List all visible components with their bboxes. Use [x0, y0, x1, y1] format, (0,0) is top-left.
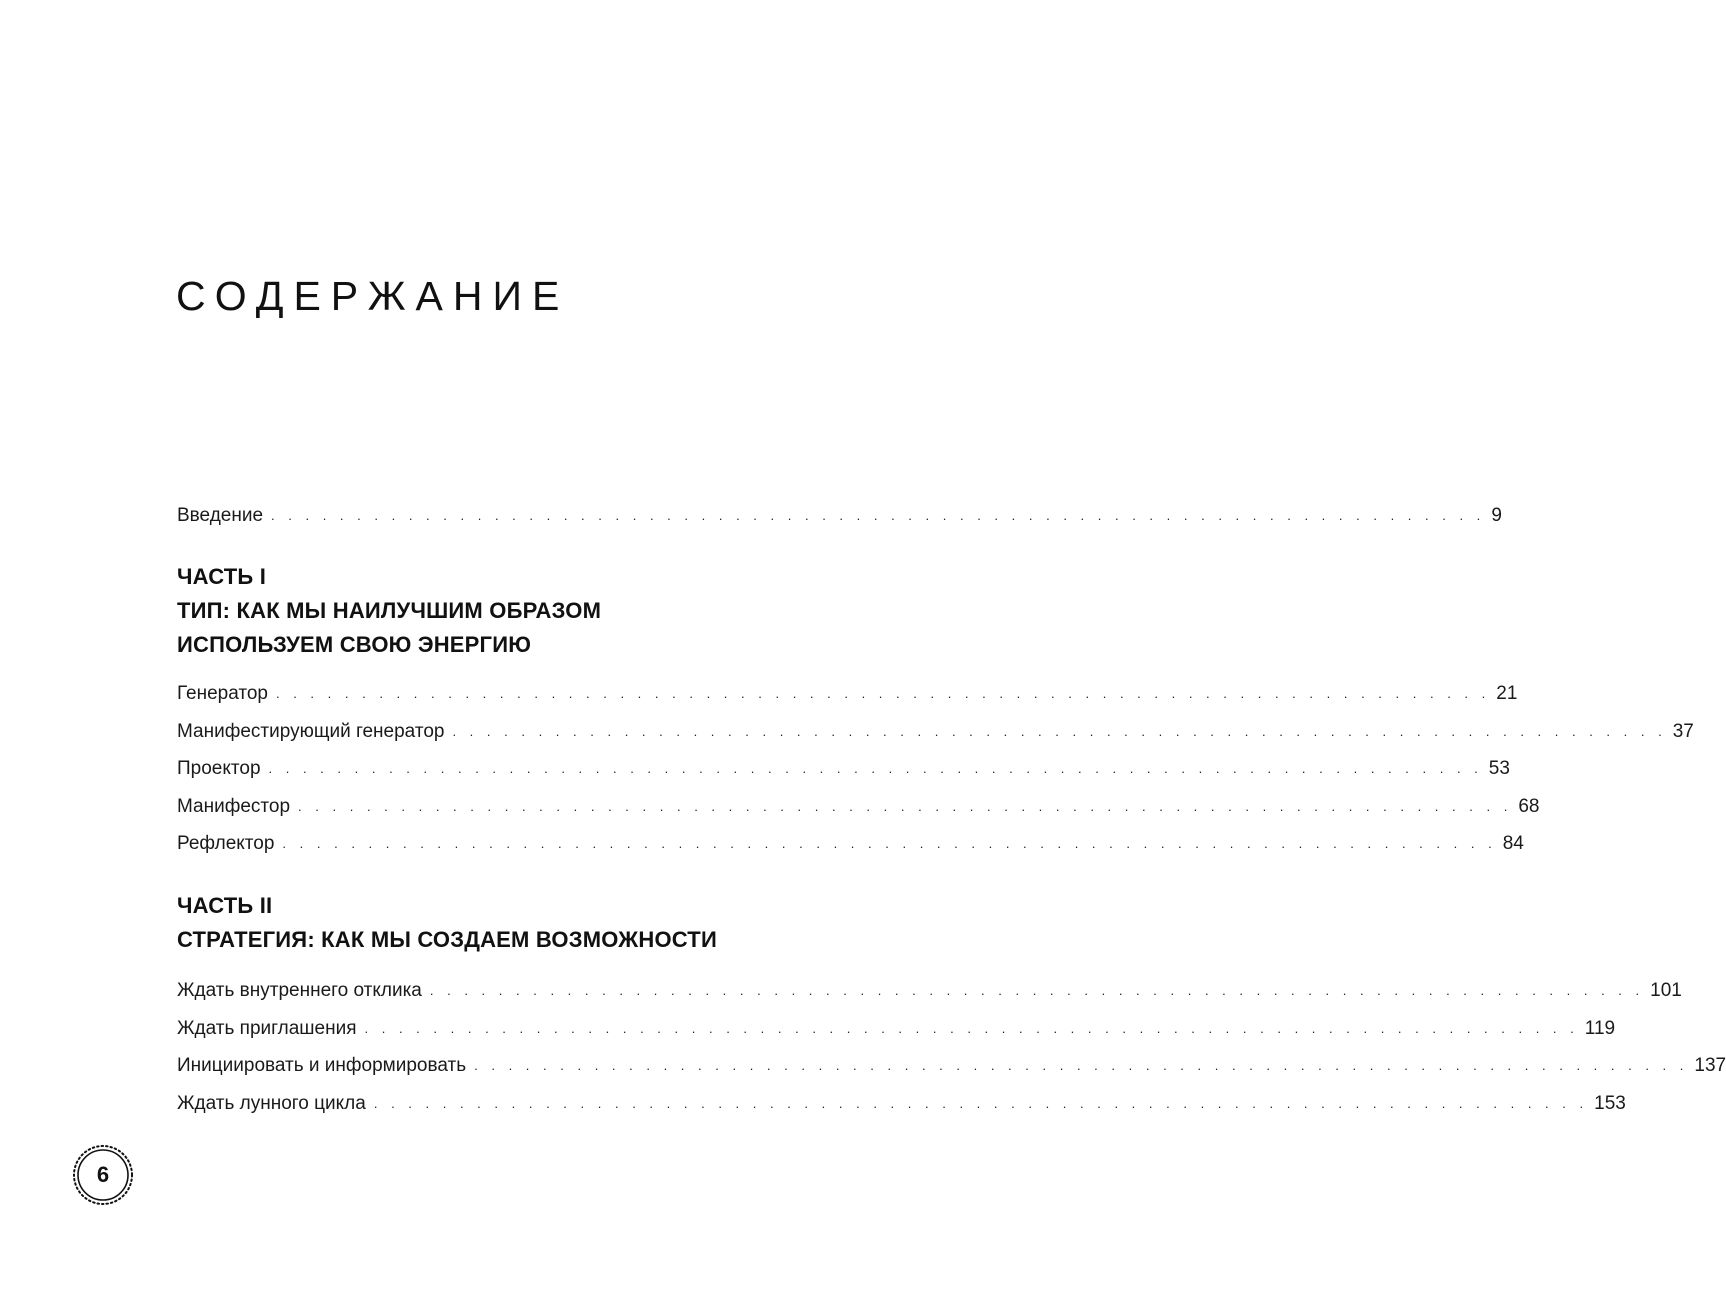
- toc-leader-dots: . . . . . . . . . . . . . . . . . . . . . . . . . . . . . . . . . . . . . . . . . . . . . . . . . . . . . . . . . . . . . . . . . . . . . . .: [275, 686, 1491, 701]
- toc-entry-label: Инициировать и информировать: [177, 1055, 467, 1076]
- part-2-heading: [177, 889, 717, 957]
- part-1-heading: [177, 560, 601, 662]
- part-2-title-line-1: СТРАТЕГИЯ: КАК МЫ СОЗДАЕМ ВОЗМОЖНОСТИ: [177, 927, 717, 952]
- part-1-title-line-1: ТИП: КАК МЫ НАИЛУЧШИМ ОБРАЗОМ: [177, 598, 602, 623]
- toc-entry-label: Рефлектор: [177, 833, 275, 854]
- toc-entry-page: 37: [1672, 721, 1694, 742]
- toc-entry[interactable]: [177, 1018, 1616, 1039]
- toc-entry-page: 119: [1584, 1018, 1616, 1039]
- toc-entry-page: 9: [1491, 505, 1502, 526]
- toc-entry-label: Ждать лунного цикла: [177, 1093, 366, 1114]
- toc-entry-label: Генератор: [177, 683, 268, 704]
- toc-leader-dots: . . . . . . . . . . . . . . . . . . . . . . . . . . . . . . . . . . . . . . . . . . . . . . . . . . . . . . . . . . . . . . . . . . . . . . .: [474, 1058, 1689, 1073]
- toc-leader-dots: . . . . . . . . . . . . . . . . . . . . . . . . . . . . . . . . . . . . . . . . . . . . . . . . . . . . . . . . . . . . . . . . . . . . . . .: [271, 508, 1486, 523]
- toc-leader-dots: . . . . . . . . . . . . . . . . . . . . . . . . . . . . . . . . . . . . . . . . . . . . . . . . . . . . . . . . . . . . . . . . . . . . . . .: [452, 724, 1667, 739]
- toc-entry-page: 101: [1650, 980, 1682, 1001]
- toc-entry-label: Введение: [177, 505, 264, 526]
- part-1-label: ЧАСТЬ I: [177, 564, 267, 589]
- toc-entry-label: Проектор: [177, 758, 261, 779]
- toc-entry-page: 68: [1518, 796, 1540, 817]
- toc-entry-page: 53: [1488, 758, 1510, 779]
- toc-entry[interactable]: [177, 721, 1694, 742]
- toc-entry[interactable]: [177, 980, 1682, 1001]
- toc-entry-label: Ждать приглашения: [177, 1018, 357, 1039]
- page-title: СОДЕРЖАНИЕ: [176, 273, 570, 319]
- toc-entry[interactable]: [177, 1055, 1726, 1076]
- toc-entry-page: 84: [1502, 833, 1524, 854]
- toc-entry-page: 153: [1594, 1093, 1626, 1114]
- toc-part-1: [177, 683, 1694, 854]
- toc-entry[interactable]: [177, 683, 1518, 704]
- toc-entry[interactable]: [177, 758, 1510, 779]
- toc-leader-dots: . . . . . . . . . . . . . . . . . . . . . . . . . . . . . . . . . . . . . . . . . . . . . . . . . . . . . . . . . . . . . . . . . . . . . . .: [429, 983, 1645, 998]
- toc-entry[interactable]: [177, 1093, 1626, 1114]
- toc-entry[interactable]: [177, 505, 1502, 526]
- toc-part-2: [177, 980, 1726, 1114]
- toc-intro: [177, 505, 1502, 526]
- part-1-title-line-2: ИСПОЛЬЗУЕМ СВОЮ ЭНЕРГИЮ: [177, 632, 532, 657]
- toc-entry[interactable]: [177, 796, 1540, 817]
- toc-leader-dots: . . . . . . . . . . . . . . . . . . . . . . . . . . . . . . . . . . . . . . . . . . . . . . . . . . . . . . . . . . . . . . . . . . . . . . .: [282, 836, 1497, 851]
- toc-leader-dots: . . . . . . . . . . . . . . . . . . . . . . . . . . . . . . . . . . . . . . . . . . . . . . . . . . . . . . . . . . . . . . . . . . . . . . .: [373, 1096, 1589, 1111]
- toc-leader-dots: . . . . . . . . . . . . . . . . . . . . . . . . . . . . . . . . . . . . . . . . . . . . . . . . . . . . . . . . . . . . . . . . . . . . . . .: [364, 1021, 1579, 1036]
- page-number-badge: [72, 1144, 134, 1206]
- toc-entry-page: 137: [1694, 1055, 1726, 1076]
- part-2-label: ЧАСТЬ II: [177, 893, 273, 918]
- toc-entry-page: 21: [1496, 683, 1518, 704]
- toc-entry[interactable]: [177, 833, 1524, 854]
- toc-entry-label: Ждать внутреннего отклика: [177, 980, 422, 1001]
- toc-leader-dots: . . . . . . . . . . . . . . . . . . . . . . . . . . . . . . . . . . . . . . . . . . . . . . . . . . . . . . . . . . . . . . . . . . . . . . .: [298, 799, 1513, 814]
- toc-leader-dots: . . . . . . . . . . . . . . . . . . . . . . . . . . . . . . . . . . . . . . . . . . . . . . . . . . . . . . . . . . . . . . . . . . . . . . .: [268, 761, 1483, 776]
- page-number: 6: [96, 1162, 110, 1187]
- toc-entry-label: Манифестор: [177, 796, 291, 817]
- toc-entry-label: Манифестирующий генератор: [177, 721, 445, 742]
